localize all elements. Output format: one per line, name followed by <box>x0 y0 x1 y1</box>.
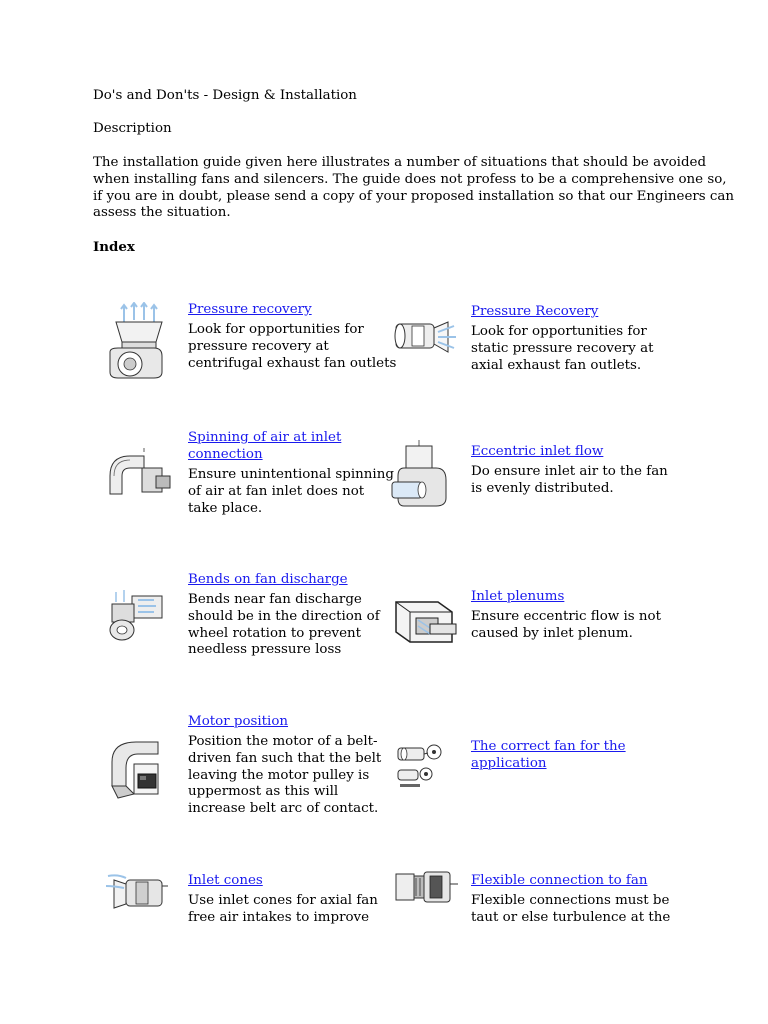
flexible-connection-link-text[interactable]: Flexible connection to fan <box>471 873 648 888</box>
item-description-line: taut or else turbulence at the <box>471 909 671 925</box>
inlet-spin-duct-icon <box>104 446 174 504</box>
axial-fan-outlet-icon <box>390 310 458 362</box>
description-line: when installing fans and silencers. The guide does not profess to be a comprehensive one so, <box>93 171 727 187</box>
item-description-line: should be in the direction of <box>188 608 380 624</box>
item-description-line: is evenly distributed. <box>471 480 614 496</box>
item-description-line: Do ensure inlet air to the fan <box>471 464 668 479</box>
item-description-line: static pressure recovery at <box>471 340 654 356</box>
item-description <box>188 322 396 372</box>
inlet-plenums-link-text[interactable]: Inlet plenums <box>471 589 565 604</box>
description-line: assess the situation. <box>93 205 231 221</box>
description-line: The installation guide given here illustrates a number of situations that should be avoided <box>93 155 707 170</box>
pressure-recovery-axial-link[interactable] <box>471 304 598 321</box>
inlet-cones-link-text[interactable]: Inlet cones <box>188 873 263 888</box>
correct-fan-link-text[interactable]: application <box>471 755 547 771</box>
item-description-line: Use inlet cones for axial fan <box>188 893 378 908</box>
item-description-line: needless pressure loss <box>188 642 342 658</box>
page-title: Do's and Don'ts - Design & Installation <box>93 88 357 103</box>
pressure-recovery-axial-link-text[interactable]: Pressure Recovery <box>471 304 599 319</box>
centrifugal-fan-outlet-icon <box>104 302 174 380</box>
flexible-connection-link[interactable] <box>471 873 647 890</box>
item-description-line: driven fan such that the belt <box>188 750 382 766</box>
correct-fan-link-text[interactable]: The correct fan for the <box>471 739 626 754</box>
spinning-of-air-link-text[interactable]: connection <box>188 446 263 462</box>
flexible-connection-icon <box>392 864 462 912</box>
item-description-line: Flexible connections must be <box>471 893 670 908</box>
description-line: if you are in doubt, please send a copy of your proposed installation so that our Engineers can <box>93 188 735 204</box>
item-description <box>188 893 378 927</box>
item-description <box>188 734 381 818</box>
item-description-line: of air at fan inlet does not <box>188 483 365 499</box>
item-description-line: Position the motor of a belt- <box>188 734 378 749</box>
pressure-recovery-link-text[interactable]: Pressure recovery <box>188 302 312 317</box>
index-heading: Index <box>93 239 135 255</box>
axial-fan-selection-icon <box>394 738 456 790</box>
item-description <box>471 324 653 374</box>
item-description-line: Bends near fan discharge <box>188 592 362 607</box>
item-description <box>471 464 668 498</box>
item-description-line: take place. <box>188 500 263 516</box>
item-description-line: free air intakes to improve <box>188 909 370 925</box>
spinning-of-air-link[interactable] <box>188 430 341 464</box>
belt-driven-fan-icon <box>104 738 172 802</box>
item-description <box>188 592 380 659</box>
item-description-line: leaving the motor pulley is <box>188 767 370 783</box>
spinning-of-air-link-text[interactable]: Spinning of air at inlet <box>188 430 342 445</box>
bends-on-fan-discharge-link-text[interactable]: Bends on fan discharge <box>188 572 348 587</box>
item-description-line: Ensure eccentric flow is not <box>471 609 661 624</box>
item-description-line: increase belt arc of contact. <box>188 801 379 817</box>
inlet-cones-link[interactable] <box>188 873 263 890</box>
item-description-line: centrifugal exhaust fan outlets <box>188 355 397 371</box>
inlet-cone-icon <box>104 866 172 918</box>
description-heading: Description <box>93 121 172 136</box>
item-description <box>471 609 661 643</box>
pressure-recovery-link[interactable] <box>188 302 312 319</box>
item-description-line: pressure recovery at <box>188 338 329 354</box>
eccentric-inlet-flow-link[interactable] <box>471 444 603 461</box>
motor-position-link-text[interactable]: Motor position <box>188 714 289 729</box>
item-description-line: caused by inlet plenum. <box>471 625 633 641</box>
motor-position-link[interactable] <box>188 714 288 731</box>
item-description-line: axial exhaust fan outlets. <box>471 357 642 373</box>
correct-fan-link[interactable] <box>471 739 626 773</box>
bends-on-fan-discharge-link[interactable] <box>188 572 348 589</box>
inlet-plenum-icon <box>390 590 460 650</box>
discharge-bend-icon <box>104 586 172 644</box>
item-description-line: Ensure unintentional spinning <box>188 467 394 482</box>
item-description-line: uppermost as this will <box>188 784 339 800</box>
description-body <box>93 155 735 222</box>
item-description-line: Look for opportunities for <box>471 324 647 339</box>
item-description-line: wheel rotation to prevent <box>188 625 361 641</box>
item-description-line: Look for opportunities for <box>188 322 364 337</box>
eccentric-inlet-icon <box>390 440 458 510</box>
eccentric-inlet-flow-link-text[interactable]: Eccentric inlet flow <box>471 444 604 459</box>
item-description <box>471 893 670 927</box>
item-description <box>188 467 394 517</box>
inlet-plenums-link[interactable] <box>471 589 564 606</box>
